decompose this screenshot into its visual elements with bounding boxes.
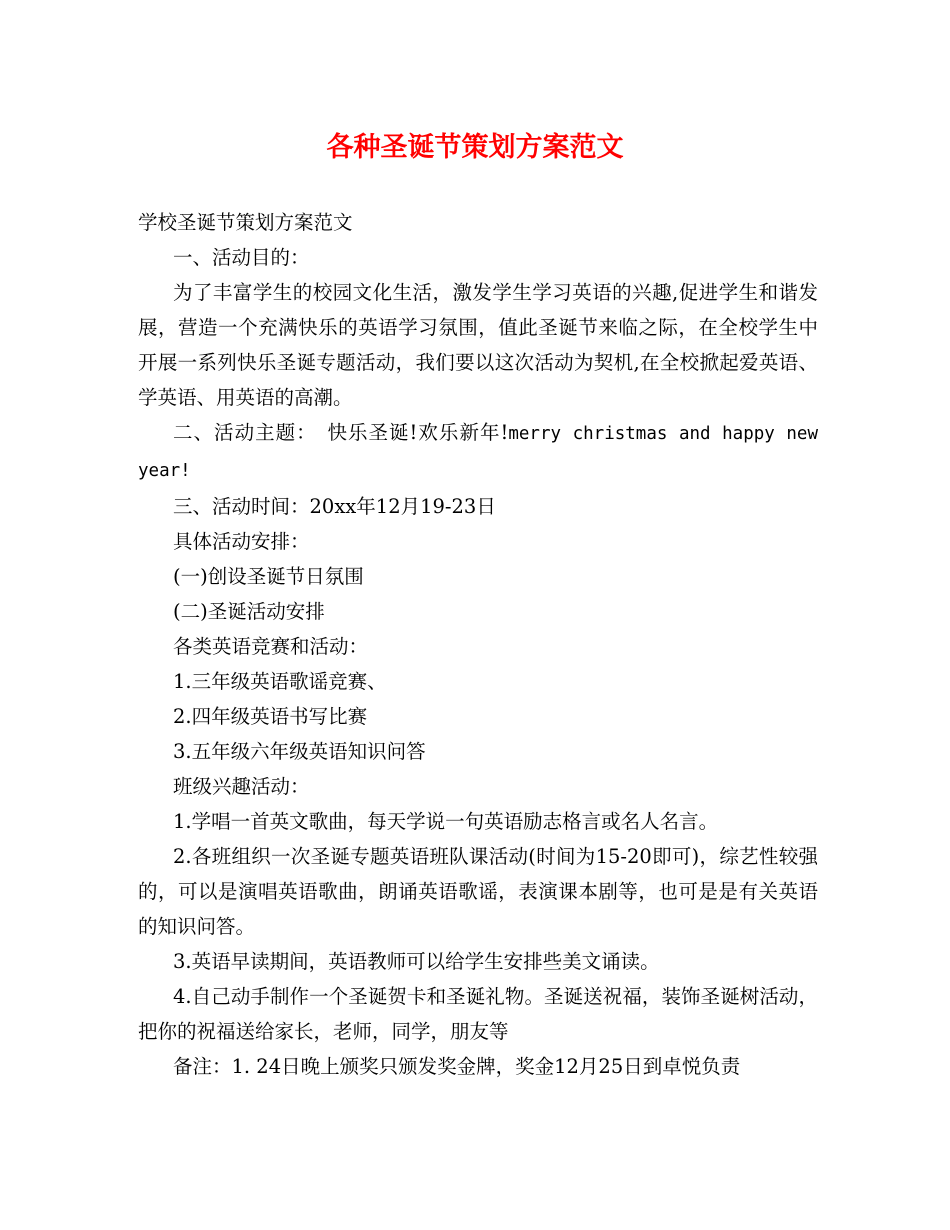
list-item-song: 1.学唱一首英文歌曲，每天学说一句英语励志格言或名人名言。 (173, 810, 719, 833)
list-item-activities: (二)圣诞活动安排 (173, 600, 325, 623)
paragraph-purpose-body: 为了丰富学生的校园文化生活，激发学生学习英语的兴趣,促进学生和谐发展，营造一个充满快乐的英语学习氛围，值此圣诞节来临之际，在全校学生中开展一系列快乐圣诞专题活动，我们要以这次活动为契机,在全校掀起爱英语、学英语、用英语的高潮。 (138, 281, 818, 409)
paragraph-class-activities: 班级兴趣活动： (173, 775, 310, 798)
list-item-grade4: 2.四年级英语书写比赛 (173, 705, 368, 728)
document-body (138, 205, 818, 1084)
list-item-grade5-6: 3.五年级六年级英语知识问答 (173, 740, 426, 763)
theme-english: merry christmas and happy new year! (138, 424, 818, 481)
paragraph-purpose-heading: 一、活动目的： (173, 246, 310, 269)
list-item-class-meeting: 2.各班组织一次圣诞专题英语班队课活动(时间为15-20即可)，综艺性较强的，可以是演唱英语歌曲，朗诵英语歌谣，表演课本剧等，也可是是有关英语的知识问答。 (138, 845, 818, 938)
theme-label: 二、活动主题： 快乐圣诞!欢乐新年! (173, 421, 509, 444)
list-item-greeting-card: 4.自己动手制作一个圣诞贺卡和圣诞礼物。圣诞送祝福，装饰圣诞树活动，把你的祝福送给家长，老师，同学，朋友等 (138, 985, 818, 1043)
paragraph-arrangement: 具体活动安排： (173, 530, 310, 553)
paragraph-note: 备注：1. 24日晚上颁奖只颁发奖金牌，奖金12月25日到卓悦负责 (173, 1055, 741, 1078)
list-item-atmosphere: (一)创设圣诞节日氛围 (173, 565, 364, 588)
paragraph-theme (138, 415, 818, 489)
paragraph-time: 三、活动时间：20xx年12月19-23日 (173, 495, 496, 518)
section-heading: 学校圣诞节策划方案范文 (138, 211, 353, 234)
paragraph-competitions: 各类英语竞赛和活动： (173, 635, 369, 658)
list-item-grade3: 1.三年级英语歌谣竞赛、 (173, 670, 387, 693)
document-title: 各种圣诞节策划方案范文 (326, 132, 624, 163)
list-item-morning-reading: 3.英语早读期间，英语教师可以给学生安排些美文诵读。 (173, 950, 660, 973)
